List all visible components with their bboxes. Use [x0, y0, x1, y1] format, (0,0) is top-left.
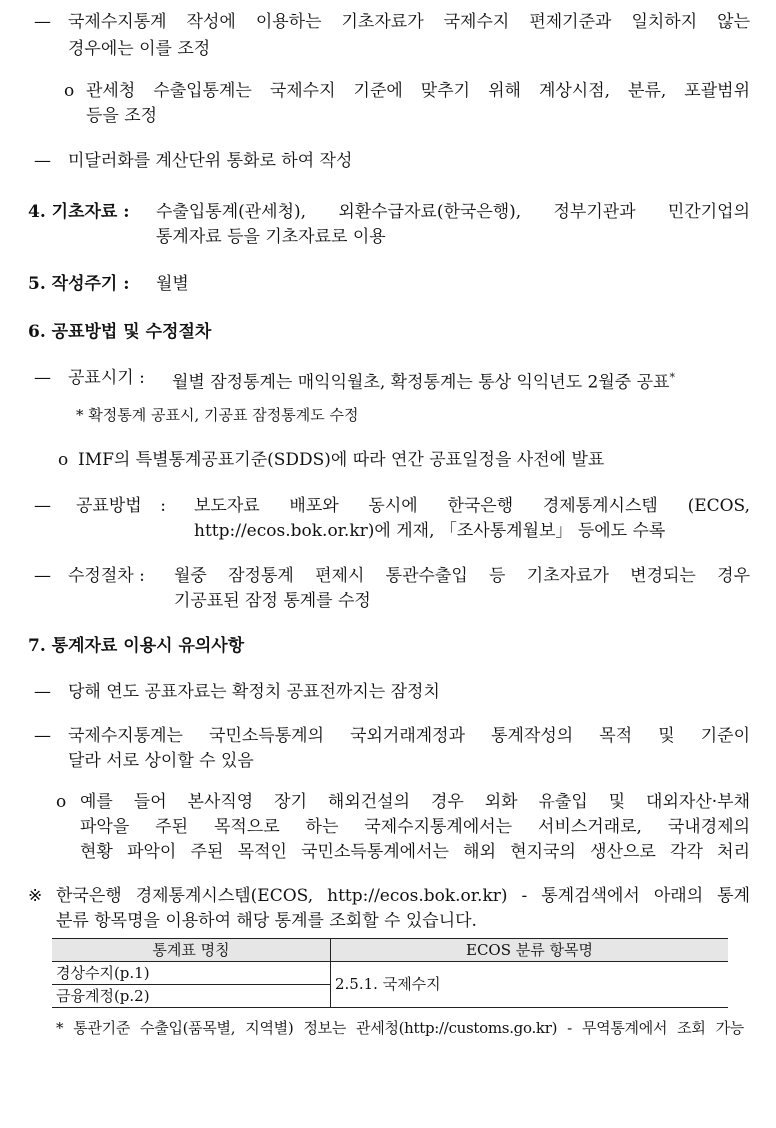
paragraph-line: 미달러화를 계산단위 통화로 하여 작성: [68, 151, 353, 171]
item-label: 공표방법 :: [76, 496, 166, 516]
section-heading: 7. 통계자료 이용시 유의사항: [28, 636, 245, 656]
table-cell: 금융계정(p.2): [52, 985, 331, 1008]
paragraph-line: 월중 잠정통계 편제시 통관수출입 등 기초자료가 변경되는 경우: [174, 566, 750, 586]
dash-bullet: —: [34, 566, 51, 586]
section-heading: 6. 공표방법 및 수정절차: [28, 322, 212, 342]
paragraph-line: [172, 366, 675, 395]
paragraph-line: 분류 항목명을 이용하여 해당 통계를 조회할 수 있습니다.: [56, 911, 477, 931]
paragraph-line: 기공표된 잠정 통계를 수정: [174, 591, 371, 611]
dash-bullet: —: [34, 682, 51, 702]
paragraph-line: 등을 조정: [86, 106, 158, 126]
paragraph-line: 통계자료 등을 기초자료로 이용: [156, 227, 386, 247]
section-heading: 4. 기초자료 :: [28, 202, 130, 222]
paragraph-line: 국제수지통계는 국민소득통계의 국외거래계정과 통계작성의 목적 및 기준이: [68, 726, 750, 746]
table-cell: 2.5.1. 국제수지: [331, 962, 729, 1008]
dash-bullet: —: [34, 151, 51, 171]
paragraph-line: 국제수지통계 작성에 이용하는 기초자료가 국제수지 편제기준과 일치하지 않는: [68, 12, 750, 32]
paragraph-line: 예를 들어 본사직영 장기 해외건설의 경우 외화 유출입 및 대외자산·부채: [80, 792, 750, 812]
table-row: [52, 962, 728, 985]
dash-bullet: —: [34, 496, 51, 516]
dash-bullet: —: [34, 12, 51, 32]
paragraph-line: 월별: [156, 274, 189, 294]
paragraph-line: 당해 연도 공표자료는 확정치 공표전까지는 잠정치: [68, 682, 440, 702]
table-header-row: [52, 939, 728, 962]
paragraph-line: 관세청 수출입통계는 국제수지 기준에 맞추기 위해 계상시점, 분류, 포괄범위: [86, 81, 750, 101]
item-label: 공표시기 :: [68, 368, 145, 388]
o-bullet: o: [56, 792, 67, 812]
paragraph-text: 월별 잠정통계는 매익익월초, 확정통계는 통상 익익년도 2월중 공표: [172, 372, 670, 393]
dash-bullet: —: [34, 726, 51, 746]
paragraph-line: 수출입통계(관세청), 외환수급자료(한국은행), 정부기관과 민간기업의: [156, 202, 750, 222]
paragraph-line: 현황 파악이 주된 목적인 국민소득통계에서는 해외 현지국의 생산으로 각각 처리: [80, 842, 750, 862]
paragraph-line: 달라 서로 상이할 수 있음: [68, 751, 254, 771]
paragraph-line: IMF의 특별통계공표기준(SDDS)에 따라 연간 공표일정을 사전에 발표: [78, 450, 605, 470]
o-bullet: o: [58, 450, 69, 470]
paragraph-line: 파악을 주된 목적으로 하는 국제수지통계에서는 서비스거래로, 국내경제의: [80, 817, 750, 837]
reference-mark: ※: [28, 886, 43, 906]
table-header-cell: ECOS 분류 항목명: [331, 939, 729, 962]
footnote-marker: *: [669, 371, 675, 384]
item-label: 수정절차 :: [68, 566, 145, 586]
note-line: * 확정통계 공표시, 기공표 잠정통계도 수정: [76, 406, 359, 424]
table-cell: 경상수지(p.1): [52, 962, 331, 985]
paragraph-line: http://ecos.bok.or.kr)에 게재, 「조사통계월보」 등에도 수록: [194, 521, 666, 541]
footnote: * 통관기준 수출입(품목별, 지역별) 정보는 관세청(http://customs.go.kr) - 무역통계에서 조회 가능: [56, 1019, 744, 1037]
table-header-cell: 통계표 명칭: [52, 939, 331, 962]
paragraph-line: 한국은행 경제통계시스템(ECOS, http://ecos.bok.or.kr) - 통계검색에서 아래의 통계: [56, 886, 750, 906]
ecos-table: [52, 938, 728, 1008]
section-heading: 5. 작성주기 :: [28, 274, 130, 294]
paragraph-line: 경우에는 이를 조정: [68, 39, 211, 59]
paragraph-line: 보도자료 배포와 동시에 한국은행 경제통계시스템 (ECOS,: [194, 496, 750, 516]
dash-bullet: —: [34, 368, 51, 388]
o-bullet: o: [64, 81, 75, 101]
